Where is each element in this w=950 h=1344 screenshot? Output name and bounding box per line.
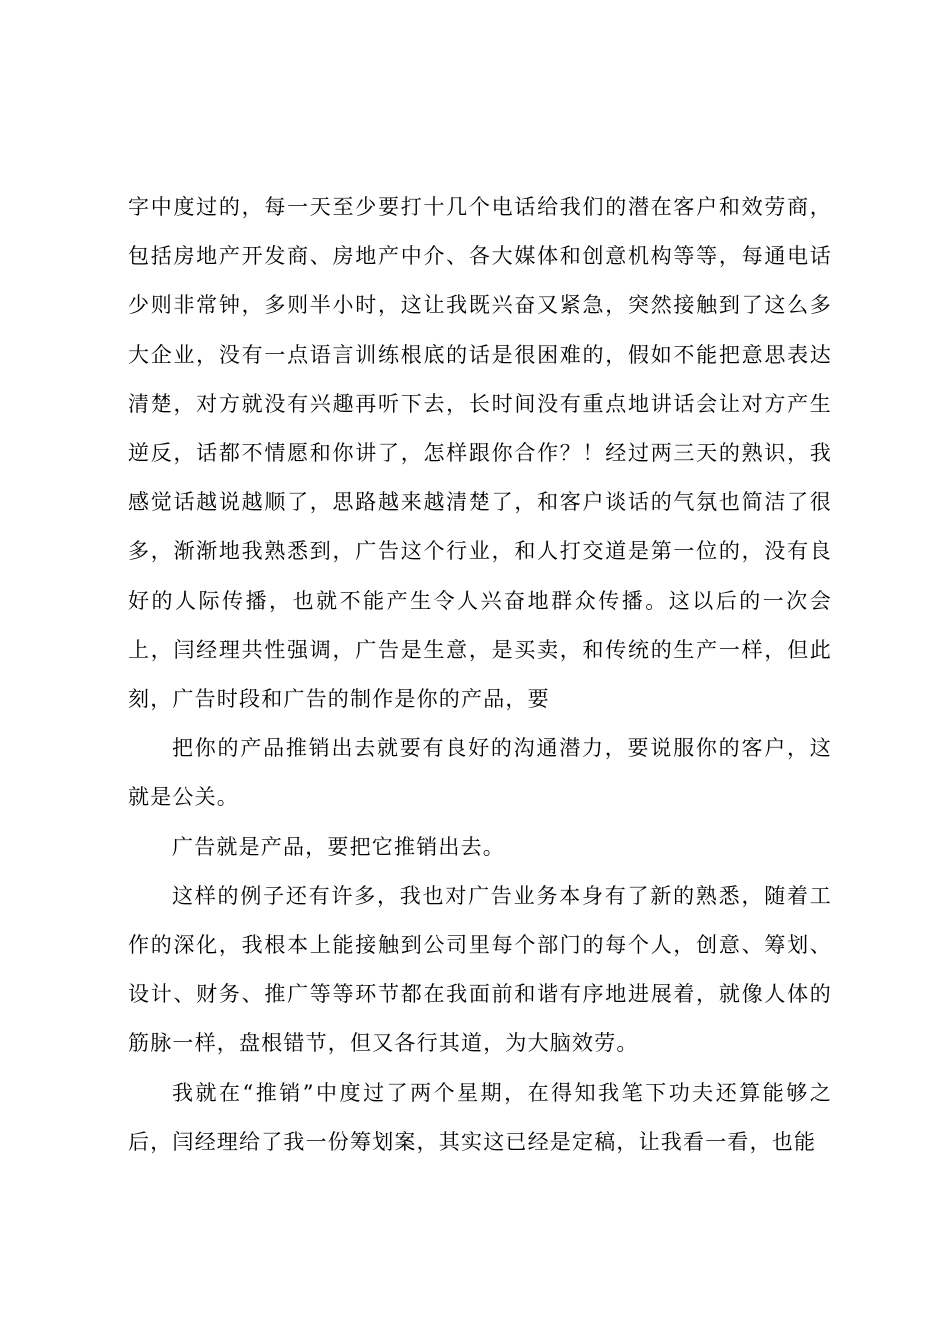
paragraph-3: 广告就是产品，要把它推销出去。 — [172, 834, 505, 859]
paragraph-4: 这样的例子还有许多，我也对广告业务本身有了新的熟悉，随着工作的深化，我根本上能接触到公司里每个部门的每个人，创意、筹划、设计、财务、推广等等环节都在我面前和谐有序地进展着，就像人体的筋脉一样，盘根错节，但又各行其道，为大脑效劳。 — [128, 883, 832, 1056]
paragraph-1: 字中度过的，每一天至少要打十几个电话给我们的潜在客户和效劳商，包括房地产开发商、房地产中介、各大媒体和创意机构等等，每通电话少则非常钟，多则半小时，这让我既兴奋又紧急，突然接触到了这么多大企业，没有一点语言训练根底的话是很困难的，假如不能把意思表达清楚，对方就没有兴趣再听下去，长时间没有重点地讲话会让对方产生逆反，话都不情愿和你讲了，怎样跟你合作？！经过两三天的熟识，我感觉话越说越顺了，思路越来越清楚了，和客户谈话的气氛也简洁了很多，渐渐地我熟悉到，广告这个行业，和人打交道是第一位的，没有良好的人际传播，也就不能产生令人兴奋地群众传播。这以后的一次会上，闫经理共性强调，广告是生意，是买卖，和传统的生产一样，但此刻，广告时段和广告的制作是你的产品，要 — [128, 195, 832, 712]
document-body — [128, 183, 832, 1167]
paragraph-2: 把你的产品推销出去就要有良好的沟通潜力，要说服你的客户，这就是公关。 — [128, 736, 832, 810]
paragraph-5: 我就在“推销”中度过了两个星期，在得知我笔下功夫还算能够之后，闫经理给了我一份筹划案，其实这已经是定稿，让我看一看，也能 — [128, 1080, 832, 1154]
